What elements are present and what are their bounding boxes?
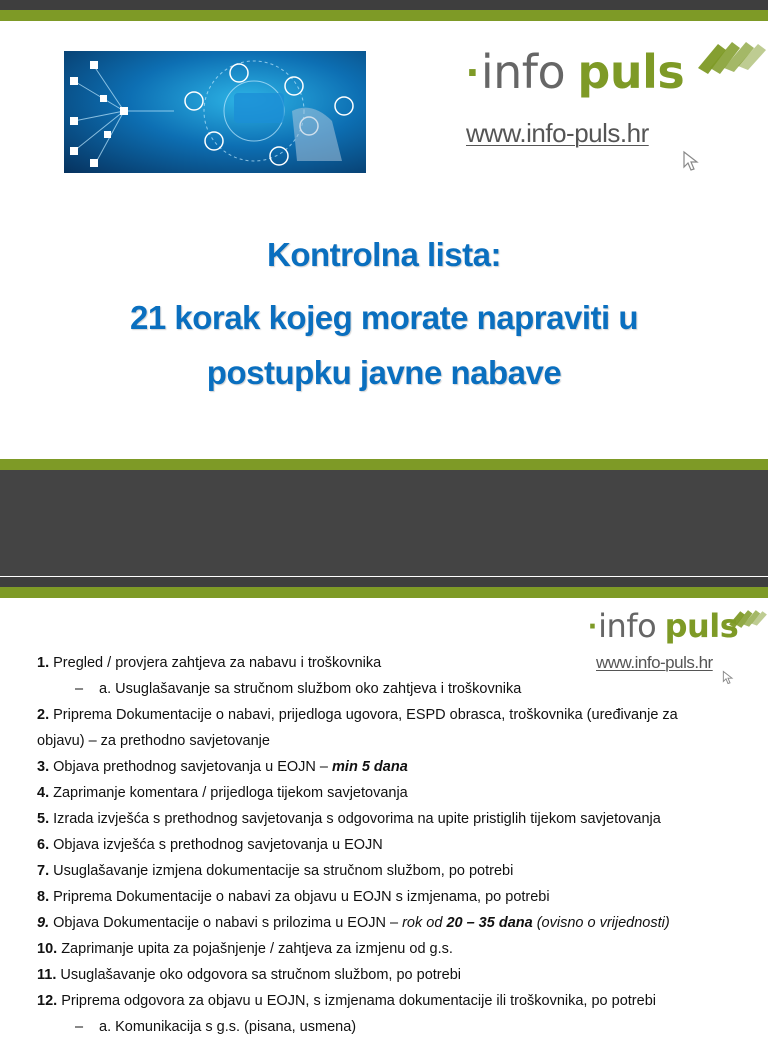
item-number: 4.: [37, 785, 50, 801]
list-item: [37, 910, 768, 936]
item-text-continuation: objavu) – za prethodno savjetovanje: [37, 733, 270, 749]
item-number: 9.: [37, 915, 50, 931]
logo-puls-text: puls: [577, 45, 685, 99]
item-number: 8.: [37, 889, 50, 905]
item-number: 11.: [37, 967, 57, 983]
slide2-top-bar-dark: [0, 577, 768, 587]
list-item: [37, 858, 768, 884]
item-deadline: min 5 dana: [332, 759, 408, 775]
divider-green: [0, 459, 768, 470]
item-deadline: 20 – 35 dana: [446, 915, 533, 931]
item-text: Priprema Dokumentacije o nabavi, prijedloga ugovora, ESPD obrasca, troškovnika (uređivanje za: [53, 707, 678, 723]
item-number: 12.: [37, 993, 58, 1009]
list-item: [37, 780, 768, 806]
list-item: [37, 806, 768, 832]
list-item: [37, 988, 768, 1014]
list-item: [37, 884, 768, 910]
subitem-dash: –: [75, 681, 84, 697]
item-text: Zaprimanje upita za pojašnjenje / zahtjeva za izmjenu od g.s.: [61, 941, 453, 957]
item-text: Objava prethodnog savjetovanja u EOJN –: [53, 759, 333, 775]
logo-url-link[interactable]: www.info-puls.hr: [596, 653, 713, 672]
logo-info-text: info: [480, 45, 566, 99]
list-item: [37, 936, 768, 962]
item-number: 7.: [37, 863, 50, 879]
list-item: [37, 702, 768, 728]
title-line-3: postupku javne nabave: [206, 354, 562, 391]
item-text: Zaprimanje komentara / prijedloga tijekom savjetovanja: [53, 785, 408, 801]
logo-dot: ·: [588, 608, 599, 644]
item-number: 3.: [37, 759, 50, 775]
subitem-text: a. Usuglašavanje sa stručnom službom oko zahtjeva i troškovnika: [99, 681, 522, 697]
cursor-icon: [682, 150, 700, 172]
logo-dot: ·: [466, 46, 481, 98]
item-number: 2.: [37, 707, 50, 723]
checklist: [37, 650, 768, 1040]
slide2-top-bar-green: [0, 587, 768, 598]
item-text: Pregled / provjera zahtjeva za nabavu i troškovnika: [53, 655, 382, 671]
item-text: Usuglašavanje oko odgovora sa stručnom službom, po potrebi: [60, 967, 461, 983]
list-item: [37, 962, 768, 988]
list-item: [37, 832, 768, 858]
top-bar-dark: [0, 0, 768, 10]
item-text: Izrada izvješća s prethodnog savjetovanja s odgovorima na upite pristiglih tijekom savjetovanja: [53, 811, 661, 827]
item-text: Objava Dokumentacije o nabavi s prilozima u EOJN –: [53, 915, 403, 931]
item-text: Priprema odgovora za objavu u EOJN, s izmjenama dokumentacije ili troškovnika, po potrebi: [61, 993, 656, 1009]
digital-network-image: [64, 51, 366, 173]
top-bar-green: [0, 10, 768, 21]
list-subitem: [37, 1014, 768, 1040]
logo-info-text: info: [598, 607, 657, 645]
info-puls-logo[interactable]: [452, 38, 768, 178]
item-text: Objava izvješća s prethodnog savjetovanja u EOJN: [53, 837, 383, 853]
item-number: 10.: [37, 941, 58, 957]
subitem-dash: –: [75, 1019, 84, 1035]
item-text: Priprema Dokumentacije o nabavi za objavu u EOJN s izmjenama, po potrebi: [53, 889, 550, 905]
list-item: [37, 754, 768, 780]
item-number: 5.: [37, 811, 50, 827]
list-subitem: [37, 676, 768, 702]
logo-puls-text: puls: [664, 607, 739, 645]
subitem-text: a. Komunikacija s g.s. (pisana, usmena): [99, 1019, 357, 1035]
leaves-icon: [696, 38, 768, 78]
item-number: 6.: [37, 837, 50, 853]
item-deadline-note: (ovisno o vrijednosti): [532, 915, 670, 931]
title-line-2: 21 korak kojeg morate napraviti u: [129, 299, 639, 336]
logo-url-link[interactable]: www.info-puls.hr: [466, 118, 649, 148]
logo-wordmark: [588, 608, 738, 644]
item-text: Usuglašavanje izmjena dokumentacije sa stručnom službom, po potrebi: [53, 863, 514, 879]
divider-dark: [0, 470, 768, 576]
list-item: [37, 650, 768, 676]
item-deadline-prefix: rok od: [402, 915, 447, 931]
logo-wordmark: [466, 46, 684, 98]
item-number: 1.: [37, 655, 50, 671]
title-line-1: Kontrolna lista:: [266, 236, 501, 273]
